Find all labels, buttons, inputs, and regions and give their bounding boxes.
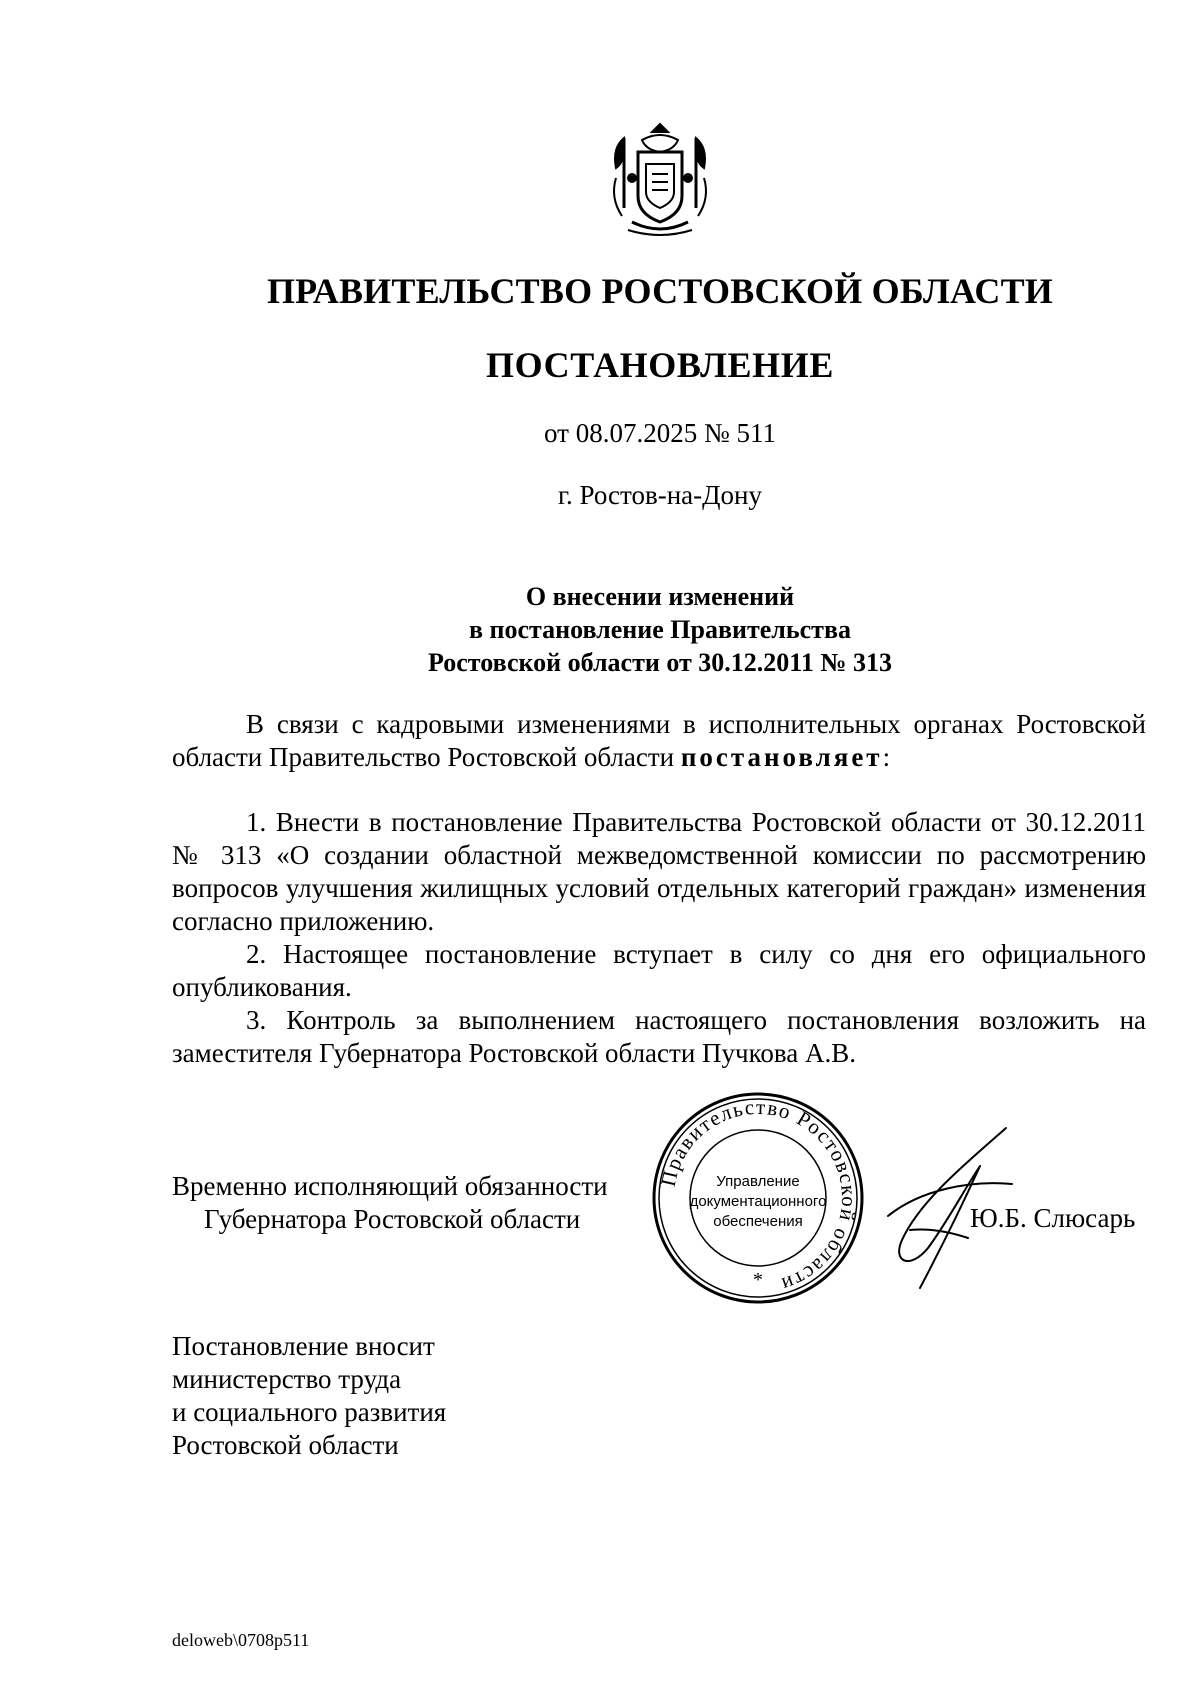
introduced-by-line: и социального развития <box>172 1397 447 1427</box>
preamble-text: В связи с кадровыми изменениями в исполнительных органах Ростовской области Правительство Ростовской области <box>172 709 1146 772</box>
preamble-verb: постановляет <box>680 742 883 772</box>
seal-center-line: Управление <box>716 1173 800 1190</box>
footer-document-code: deloweb\0708p511 <box>172 1630 310 1650</box>
seal-star: * <box>753 1269 763 1291</box>
government-title: ПРАВИТЕЛЬСТВО РОСТОВСКОЙ ОБЛАСТИ <box>266 271 1054 311</box>
coat-of-arms-emblem <box>602 118 718 240</box>
resolution-points <box>172 806 1146 1070</box>
seal-center-line: обеспечения <box>713 1213 803 1230</box>
signer-position <box>172 1170 608 1236</box>
official-seal <box>650 1090 866 1306</box>
subject-line: в постановление Правительства <box>468 615 851 644</box>
signer-name: Ю.Б. Слюсарь <box>970 1203 1136 1233</box>
introduced-by-line: министерство труда <box>172 1364 402 1394</box>
document-place: г. Ростов-на-Дону <box>557 480 762 510</box>
introduced-by-line: Ростовской области <box>172 1430 399 1460</box>
introduced-by-line: Постановление вносит <box>172 1331 435 1361</box>
document-type: ПОСТАНОВЛЕНИЕ <box>486 345 834 385</box>
resolution-point: 2. Настоящее постановление вступает в силу со дня его официального опубликования. <box>172 939 1146 1002</box>
document-subject <box>0 580 1200 679</box>
preamble-paragraph <box>172 708 1146 774</box>
signer-position-line: Временно исполняющий обязанности <box>172 1171 608 1201</box>
introduced-by <box>172 1330 446 1462</box>
subject-line: О внесении изменений <box>525 582 795 611</box>
seal-ring-text: Правительство Ростовской области <box>655 1094 862 1298</box>
resolution-point: 1. Внести в постановление Правительства Ростовской области от 30.12.2011 № 313 «О создании областной межведомственной комиссии по рассмотрению вопросов улучшения жилищных условий отдельных категорий граждан» изменения согласно приложению. <box>172 807 1146 936</box>
resolution-point: 3. Контроль за выполнением настоящего постановления возложить на заместителя Губернатора Ростовской области Пучкова А.В. <box>172 1005 1146 1068</box>
subject-line: Ростовской области от 30.12.2011 № 313 <box>428 648 892 677</box>
document-date-number: от 08.07.2025 № 511 <box>544 418 776 448</box>
preamble-end: : <box>882 742 891 772</box>
signer-position-line: Губернатора Ростовской области <box>204 1204 581 1234</box>
seal-center-line: документационного <box>689 1193 827 1210</box>
